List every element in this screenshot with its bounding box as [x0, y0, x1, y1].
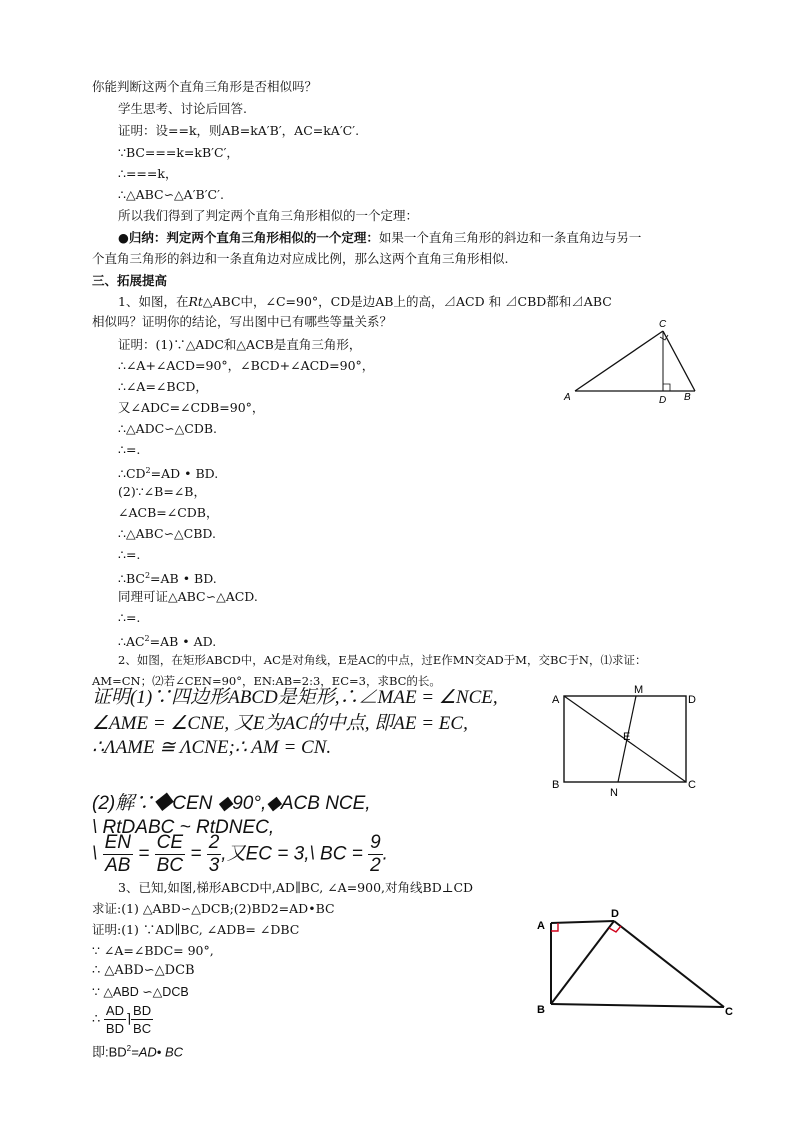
solution-2-line-3	[92, 832, 388, 877]
summary-line-2: 个直角三角形的斜边和一条直角边对应成比例，那么这两个直角三角形相似.	[92, 251, 509, 266]
ac-rest: =AB • AD.	[149, 634, 217, 650]
proof-3-line-2: ∵ ∠A=∠BDC= 90°,	[92, 943, 214, 958]
proof-1-line-14: ∴=.	[118, 610, 141, 625]
fraction-bd-bc	[131, 1002, 153, 1037]
label-b: B	[684, 392, 691, 403]
line-3: 证明：设==k，则AB=kA′B′，AC=kA′C′.	[118, 123, 360, 138]
summary-text: 如果一个直角三角形的斜边和一条直角边与另一	[378, 230, 642, 245]
denominator: 3	[208, 855, 220, 876]
proof-1-line-1: 证明：(1)∵△ADC和△ACB是直角三角形，	[118, 337, 362, 352]
line-7: 所以我们得到了判定两个直角三角形相似的一个定理：	[118, 208, 419, 223]
label-b: B	[537, 1004, 545, 1016]
label-a: A	[552, 694, 560, 706]
fraction-9-2	[368, 832, 383, 877]
therefore-sign: ∴	[92, 1010, 101, 1026]
figure-2-rectangle	[548, 682, 713, 802]
proof-1-line-8: (2)∵∠B=∠B，	[118, 484, 206, 499]
figure-1-triangle	[560, 315, 710, 405]
proof-1-line-12	[118, 567, 217, 588]
problem-1-rt: Rt	[188, 294, 203, 309]
label-d: D	[659, 395, 667, 405]
proof-1-line-13: 同理可证△ABC∽△ACD.	[118, 589, 258, 604]
period: .	[382, 843, 388, 865]
segment-cb	[663, 331, 695, 391]
right-angle-mark-a	[551, 923, 558, 931]
denominator: 2	[370, 855, 381, 876]
proof-1-line-15	[118, 630, 216, 651]
fraction-ad-bd	[104, 1002, 126, 1037]
segment-bc	[551, 1004, 724, 1007]
numerator: 2	[208, 832, 220, 853]
problem-3-line-2: 求证:(1) △ABD∽△DCB;(2)BD2=AD•BC	[92, 901, 335, 916]
fraction-ce-bc	[155, 832, 185, 877]
proof-3-line-1: 证明:(1) ∵AD∥BC, ∠ADB= ∠DBC	[92, 922, 300, 937]
cd-text: ∴CD	[118, 466, 146, 482]
superscript: 2	[145, 466, 151, 475]
problem-3-line-1: 3、已知,如图,梯形ABCD中,AD∥BC, ∠A=900,对角线BD⊥CD	[118, 880, 474, 895]
bc-rest: =AB • BD.	[150, 571, 217, 587]
segment-dc	[614, 921, 724, 1007]
line-2: 学生思考、讨论后回答.	[118, 101, 247, 116]
proof-1-line-3: ∴∠A=∠BCD，	[118, 379, 208, 394]
proof-3-line-4: ∵ △ABD ∽△DCB	[92, 985, 189, 999]
cd-rest: =AD • BD.	[150, 466, 219, 482]
superscript: 2	[144, 634, 150, 643]
numerator: AD	[105, 1003, 124, 1018]
proof-1-line-10: ∴△ABC∽△CBD.	[118, 526, 216, 541]
problem-1-line-1	[118, 293, 612, 311]
ac-text: ∴AC	[118, 634, 145, 650]
problem-2-line-2: AM=CN；⑵若∠CEN=90°，EN:AB=2:3，EC=3，求BC的长。	[92, 674, 441, 688]
figure-3-trapezoid	[532, 905, 740, 1017]
superscript: 2	[126, 1044, 132, 1053]
equals-symbol: ⌉	[125, 1010, 132, 1026]
label-c: C	[725, 1006, 733, 1017]
problem-1-line-2: 相似吗？证明你的结论，写出图中已有哪些等量关系？	[92, 314, 393, 329]
proof-1-line-7	[118, 462, 218, 483]
numerator: BD	[133, 1003, 152, 1018]
denominator: BC	[156, 855, 184, 876]
denominator: BC	[133, 1021, 152, 1036]
summary-label: ●归纳：判定两个直角三角形相似的一个定理：	[118, 230, 379, 245]
ad-bc-text: =AD• BC	[131, 1044, 183, 1060]
label-b: B	[552, 779, 560, 791]
problem-2-line-1: 2、如图，在矩形ABCD中，AC是对角线，E是AC的中点，过E作MN交AD于M，交BC于N，⑴求证：	[118, 653, 647, 667]
numerator: EN	[104, 832, 131, 853]
proof-2-line-3: ∴ΛAME ≅ ΛCNE;∴ AM = CN.	[92, 737, 332, 758]
proof-1-line-4: 又∠ADC=∠CDB=90°，	[118, 400, 265, 415]
proof-3-line-6	[92, 1040, 183, 1061]
diagonal-bd	[551, 921, 614, 1004]
summary-line	[118, 229, 641, 247]
right-angle-mark-d	[663, 384, 670, 391]
solution-2-line-2: \ RtDABC ~ RtDNEC,	[92, 817, 275, 838]
proof-1-line-6: ∴=.	[118, 442, 141, 457]
proof-3-line-5	[92, 1002, 153, 1037]
label-n: N	[610, 787, 618, 799]
bc-text: ∴BC	[118, 571, 145, 587]
label-d: D	[688, 694, 696, 706]
solution-2-line-1: (2)解∵◆CEN ◆90°,◆ACB NCE,	[92, 793, 371, 814]
fraction-en-ab	[103, 832, 133, 877]
denominator: AB	[105, 855, 131, 876]
label-m: M	[634, 684, 644, 696]
proof-1-line-2: ∴∠A+∠ACD=90°，∠BCD+∠ACD=90°，	[118, 358, 375, 373]
line-6: ∴△ABC∽△A′B′C′.	[118, 187, 224, 202]
proof-2-line-1: 证明(1)∵四边形ABCD是矩形,∴∠MAE = ∠NCE,	[92, 687, 498, 708]
denominator: BD	[105, 1021, 124, 1036]
right-angle-mark-d	[609, 926, 621, 932]
line-1: 你能判断这两个直角三角形是否相似吗？	[92, 79, 318, 94]
solution-mid-text: ,又EC = 3,\ BC =	[221, 843, 363, 865]
problem-1-text-b: △ABC中，∠C=90°，CD是边AB上的高，⊿ACD 和 ⊿CBD都和⊿ABC	[202, 294, 612, 309]
line-4: ∵BC===k=kB′C′，	[118, 145, 239, 160]
label-d: D	[611, 908, 619, 920]
equals: =	[190, 843, 202, 865]
numerator: 9	[370, 832, 381, 853]
proof-2-line-2: ∠AME = ∠CNE, 又E为AC的中点, 即AE = EC,	[92, 713, 468, 734]
therefore-sign: \	[92, 843, 98, 865]
proof-1-line-9: ∠ACB=∠CDB，	[118, 505, 219, 520]
label-c: C	[659, 319, 667, 330]
problem-1-text-a: 1、如图，在	[118, 294, 189, 309]
fraction-2-3	[207, 832, 222, 877]
label-e: E	[623, 731, 631, 743]
label-a: A	[564, 392, 571, 403]
section-title: 三、拓展提高	[92, 273, 168, 288]
segment-ad	[551, 921, 614, 923]
label-a: A	[537, 920, 545, 932]
proof-1-line-5: ∴△ADC∽△CDB.	[118, 421, 218, 436]
label-c: C	[688, 779, 696, 791]
numerator: CE	[156, 832, 184, 853]
line-5: ∴===k，	[118, 166, 178, 181]
proof-3-line-3: ∴ △ABD∽△DCB	[92, 963, 195, 978]
segment-ac	[575, 331, 663, 391]
proof-1-line-11: ∴=.	[118, 547, 141, 562]
superscript: 2	[144, 571, 151, 580]
bd-text: 即:BD	[92, 1044, 127, 1060]
equals: =	[138, 843, 150, 865]
